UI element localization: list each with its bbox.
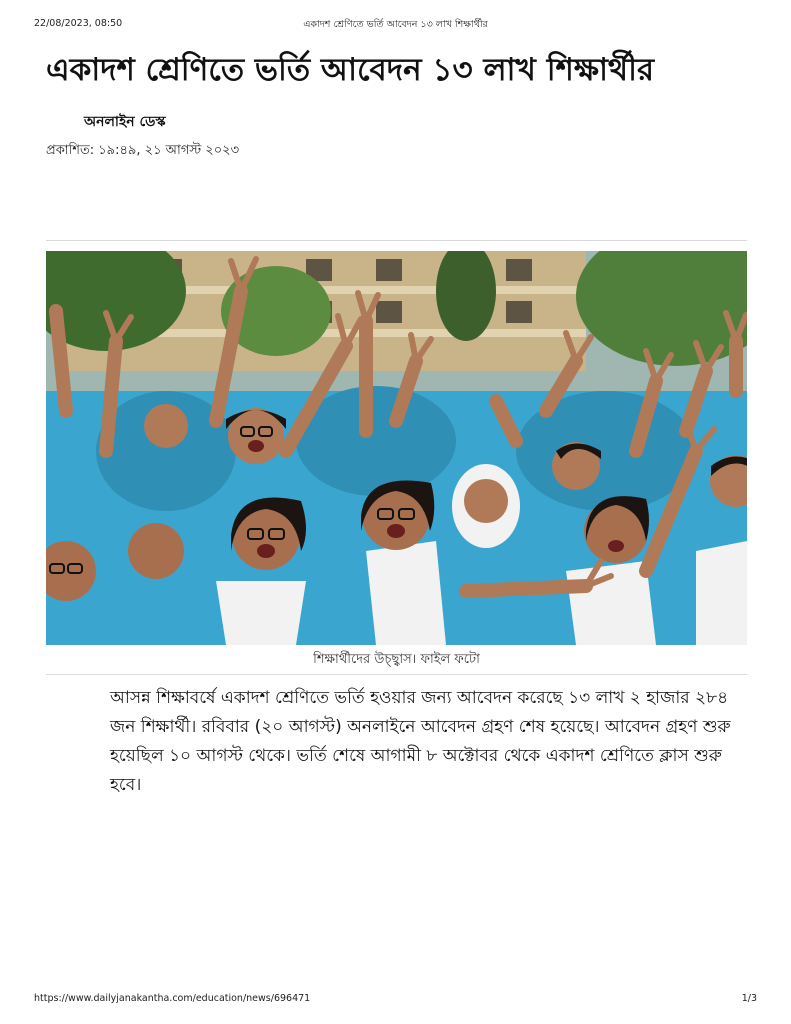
print-header-datetime: 22/08/2023, 08:50 — [34, 18, 123, 29]
author-avatar-icon — [46, 111, 72, 133]
article-headline: একাদশ শ্রেণিতে ভর্তি আবেদন ১৩ লাখ শিক্ষার্থীর — [46, 52, 655, 88]
print-footer-page-number: 1/3 — [741, 993, 757, 1004]
author-name[interactable]: অনলাইন ডেস্ক — [84, 114, 166, 130]
print-footer-url[interactable]: https://www.dailyjanakantha.com/education/news/696471 — [34, 993, 311, 1004]
divider — [46, 240, 747, 241]
print-header-title: একাদশ শ্রেণিতে ভর্তি আবেদন ১৩ লাখ শিক্ষার্থীর — [303, 19, 488, 30]
divider — [46, 674, 747, 675]
article-photo-illustration — [46, 251, 747, 645]
article-photo — [46, 251, 747, 645]
published-date: প্রকাশিত: ১৯:৪৯, ২১ আগস্ট ২০২৩ — [46, 143, 240, 158]
author-row — [46, 111, 166, 133]
photo-caption: শিক্ষার্থীদের উচ্ছ্বাস। ফাইল ফটো — [313, 652, 480, 667]
article-body: আসন্ন শিক্ষাবর্ষে একাদশ শ্রেণিতে ভর্তি হওয়ার জন্য আবেদন করেছে ১৩ লাখ ২ হাজার ২৮৪ জন শিক্ষার্থী। রবিবার (২০ আগস্ট) অনলাইনে আবেদন গ্রহণ শেষ হয়েছে। আবেদন গ্রহণ শুরু হয়েছিল ১০ আগস্ট থেকে। ভর্তি শেষে আগামী ৮ অক্টোবর থেকে একাদশ শ্রেণিতে ক্লাস শুরু হবে। — [110, 688, 731, 795]
